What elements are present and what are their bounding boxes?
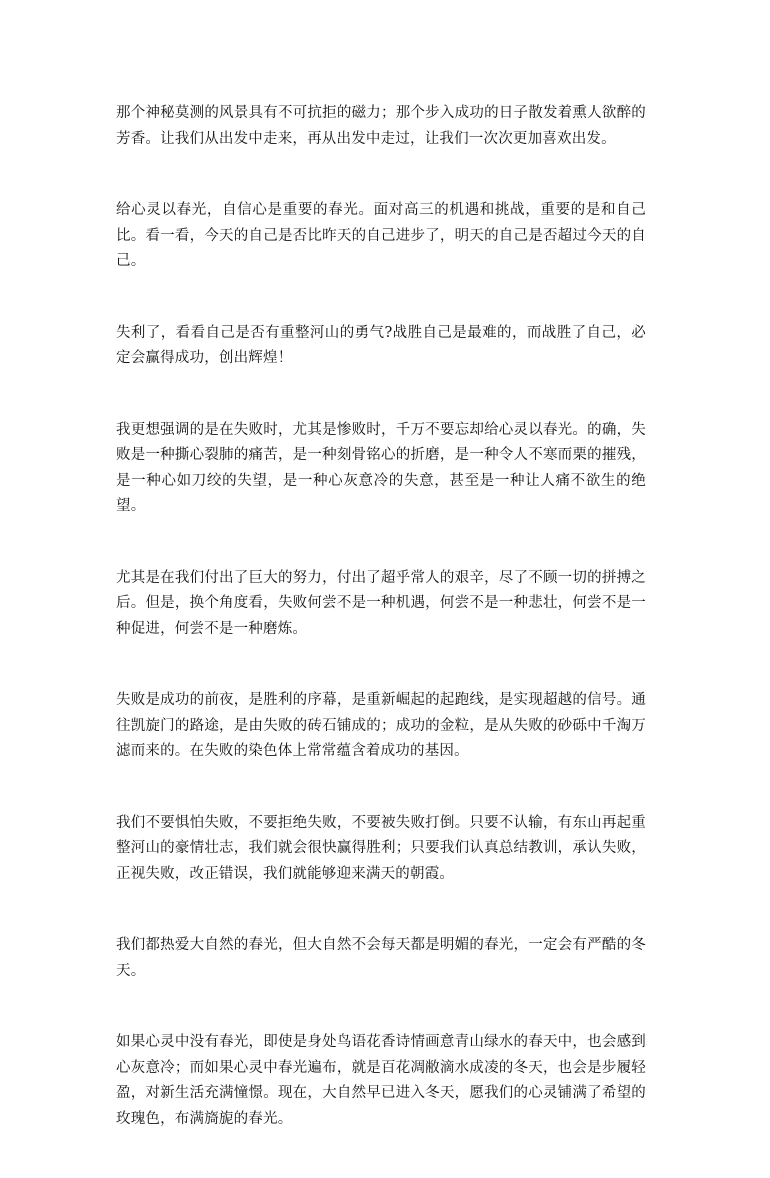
paragraph-6: 失败是成功的前夜，是胜利的序幕，是重新崛起的起跑线，是实现超越的信号。通往凯旋门的路途，是由失败的砖石铺成的；成功的金粒，是从失败的砂砾中千淘万滤而来的。在失败的染色体上常常蕴含着成功的基因。: [116, 692, 646, 759]
paragraph-8: 我们都热爱大自然的春光，但大自然不会每天都是明媚的春光，一定会有严酷的冬天。: [116, 937, 646, 979]
paragraph-2: 给心灵以春光，自信心是重要的春光。面对高三的机遇和挑战，重要的是和自己比。看一看，今天的自己是否比昨天的自己进步了，明天的自己是否超过今天的自己。: [116, 202, 646, 269]
paragraph-7: 我们不要惧怕失败，不要拒绝失败，不要被失败打倒。只要不认输，有东山再起重整河山的豪情壮志，我们就会很快赢得胜利；只要我们认真总结教训，承认失败，正视失败，改正错误，我们就能够迎来满天的朝霞。: [116, 814, 646, 882]
paragraph-3: 失利了，看看自己是否有重整河山的勇气?战胜自己是最难的，而战胜了自己，必定会赢得成功，创出辉煌！: [116, 324, 646, 366]
paragraph-5: 尤其是在我们付出了巨大的努力，付出了超乎常人的艰辛，尽了不顾一切的拼搏之后。但是，换个角度看，失败何尝不是一种机遇，何尝不是一种悲壮，何尝不是一种促进，何尝不是一种磨炼。: [116, 569, 646, 637]
paragraph-4: 我更想强调的是在失败时，尤其是惨败时，千万不要忘却给心灵以春光。的确，失败是一种撕心裂肺的痛苦，是一种刻骨铭心的折磨，是一种令人不寒而栗的摧残，是一种心如刀绞的失望，是一种心灰意冷的失意，甚至是一种让人痛不欲生的绝望。: [116, 421, 646, 514]
paragraph-9: 如果心灵中没有春光，即使是身处鸟语花香诗情画意青山绿水的春天中，也会感到心灰意冷；而如果心灵中春光遍布，就是百花凋敝滴水成凌的冬天，也会是步履轻盈，对新生活充满憧憬。现在，大自然早已进入冬天，愿我们的心灵铺满了希望的玫瑰色，布满旖旎的春光。: [116, 1034, 646, 1127]
paragraph-1: 那个神秘莫测的风景具有不可抗拒的磁力；那个步入成功的日子散发着熏人欲醉的芳香。让我们从出发中走来，再从出发中走过，让我们一次次更加喜欢出发。: [116, 105, 646, 147]
document-body: [116, 101, 646, 1178]
